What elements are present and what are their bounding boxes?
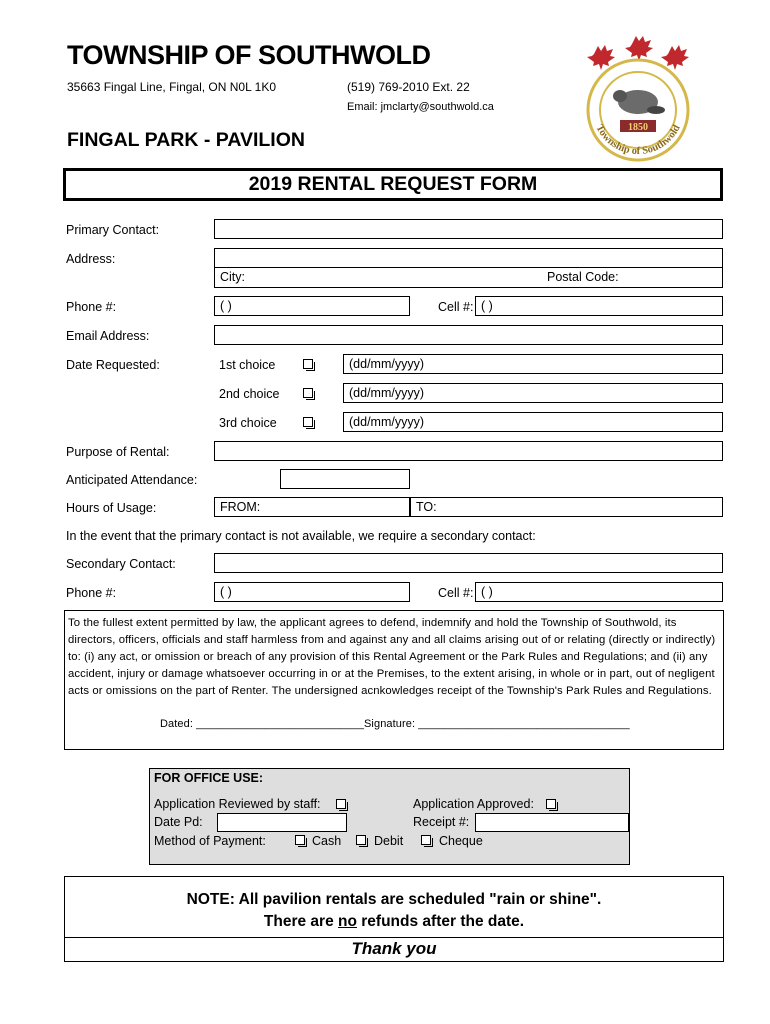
city-postal-field[interactable] <box>214 268 723 288</box>
reviewed-checkbox[interactable] <box>336 799 346 809</box>
email-label: Email Address: <box>66 329 150 343</box>
choice-3-label: 3rd choice <box>219 416 277 430</box>
choice-2-checkbox[interactable] <box>303 388 313 398</box>
approved-checkbox[interactable] <box>546 799 556 809</box>
choice-1-checkbox[interactable] <box>303 359 313 369</box>
hours-from-field[interactable] <box>214 497 410 517</box>
hours-label: Hours of Usage: <box>66 501 157 515</box>
primary-contact-label: Primary Contact: <box>66 223 160 237</box>
office-use-box <box>149 768 630 865</box>
hours-to-field[interactable] <box>410 497 723 517</box>
note-box <box>64 876 724 962</box>
choice-2-date-field[interactable] <box>343 383 723 403</box>
address-field[interactable] <box>214 248 723 268</box>
logo-year: 1850 <box>628 122 648 133</box>
thank-you: Thank you <box>65 937 723 959</box>
note-line-1: NOTE: All pavilion rentals are scheduled "rain or shine". <box>186 891 602 908</box>
phone-field[interactable] <box>214 296 410 316</box>
choice-1-label: 1st choice <box>219 358 276 372</box>
cell2-label: Cell #: <box>438 586 474 600</box>
cash-checkbox[interactable] <box>295 835 305 845</box>
page-subtitle: FINGAL PARK - PAVILION <box>67 129 305 151</box>
cell-label: Cell #: <box>438 300 474 314</box>
choice-2-placeholder: (dd/mm/yyyy) <box>349 386 424 400</box>
to-label: TO: <box>416 500 437 514</box>
legal-text: To the fullest extent permitted by law, the applicant agrees to defend, indemnify and hold the Township of Southwold, its directors, officers, officials and staff harmless from and against any and all claims arising out of or relating (directly or indirectly) to: (i) any act, or omission or breach of any provision of this Rental Agreement or the Park Rules and Regulations; and (ii) any accident, injury or damage whatsoever occurring in or at the Premises, to the extent arising, in whole or in part, out of negligent acts or omissions on the part of Renter. The undersigned acnkowledges receipt of the Township's Park Rules and Regulations. <box>68 617 716 697</box>
cheque-checkbox[interactable] <box>421 835 431 845</box>
purpose-label: Purpose of Rental: <box>66 445 170 459</box>
form-title: 2019 RENTAL REQUEST FORM <box>63 168 723 201</box>
choice-1-date-field[interactable] <box>343 354 723 374</box>
cash-label: Cash <box>312 834 342 848</box>
org-name: TOWNSHIP OF SOUTHWOLD <box>67 40 431 70</box>
address-label: Address: <box>66 252 116 266</box>
date-requested-label: Date Requested: <box>66 358 160 372</box>
city-label: City: <box>220 270 245 284</box>
phone2-field[interactable] <box>214 582 410 602</box>
secondary-contact-label: Secondary Contact: <box>66 557 176 571</box>
phone2-label: Phone #: <box>66 586 117 600</box>
choice-3-placeholder: (dd/mm/yyyy) <box>349 415 424 429</box>
township-seal-logo <box>578 36 698 162</box>
cell-field[interactable] <box>475 296 723 316</box>
date-pd-field[interactable] <box>217 813 347 832</box>
attendance-label: Anticipated Attendance: <box>66 473 198 487</box>
postal-code-label: Postal Code: <box>547 270 619 284</box>
from-label: FROM: <box>220 500 261 514</box>
note-no: no <box>338 913 357 930</box>
purpose-field[interactable] <box>214 441 723 461</box>
primary-contact-field[interactable] <box>214 219 723 239</box>
phone-label: Phone #: <box>66 300 117 314</box>
phone-prefill: ( ) <box>220 299 232 313</box>
note-line-2 <box>65 913 723 931</box>
attendance-field[interactable] <box>280 469 410 489</box>
logo-ring-text: Township of Southwold <box>593 123 683 158</box>
office-heading: FOR OFFICE USE: <box>154 771 264 785</box>
cell2-prefill: ( ) <box>481 585 493 599</box>
legal-box <box>64 610 724 750</box>
choice-1-placeholder: (dd/mm/yyyy) <box>349 357 424 371</box>
method-label: Method of Payment: <box>154 834 266 848</box>
choice-3-date-field[interactable] <box>343 412 723 432</box>
note-line-2-post: refunds after the date. <box>356 913 525 930</box>
choice-3-checkbox[interactable] <box>303 417 313 427</box>
email-field[interactable] <box>214 325 723 345</box>
debit-checkbox[interactable] <box>356 835 366 845</box>
org-address: 35663 Fingal Line, Fingal, ON N0L 1K0 <box>67 80 277 94</box>
phone2-prefill: ( ) <box>220 585 232 599</box>
note-line-2-pre: There are <box>263 913 339 930</box>
reviewed-label: Application Reviewed by staff: <box>154 797 321 811</box>
approved-label: Application Approved: <box>413 797 534 811</box>
date-pd-label: Date Pd: <box>154 815 203 829</box>
secondary-contact-field[interactable] <box>214 553 723 573</box>
signature-line[interactable]: Signature: __________________________________ <box>364 718 630 730</box>
cell-prefill: ( ) <box>481 299 493 313</box>
dated-line[interactable]: Dated: ___________________________ <box>160 718 365 730</box>
receipt-label: Receipt #: <box>413 815 470 829</box>
receipt-field[interactable] <box>475 813 629 832</box>
cheque-label: Cheque <box>439 834 483 848</box>
org-email: Email: jmclarty@southwold.ca <box>347 101 494 113</box>
org-phone: (519) 769-2010 Ext. 22 <box>347 80 470 94</box>
secondary-note: In the event that the primary contact is not available, we require a secondary contact: <box>66 529 536 543</box>
choice-2-label: 2nd choice <box>219 387 280 401</box>
cell2-field[interactable] <box>475 582 723 602</box>
debit-label: Debit <box>374 834 404 848</box>
